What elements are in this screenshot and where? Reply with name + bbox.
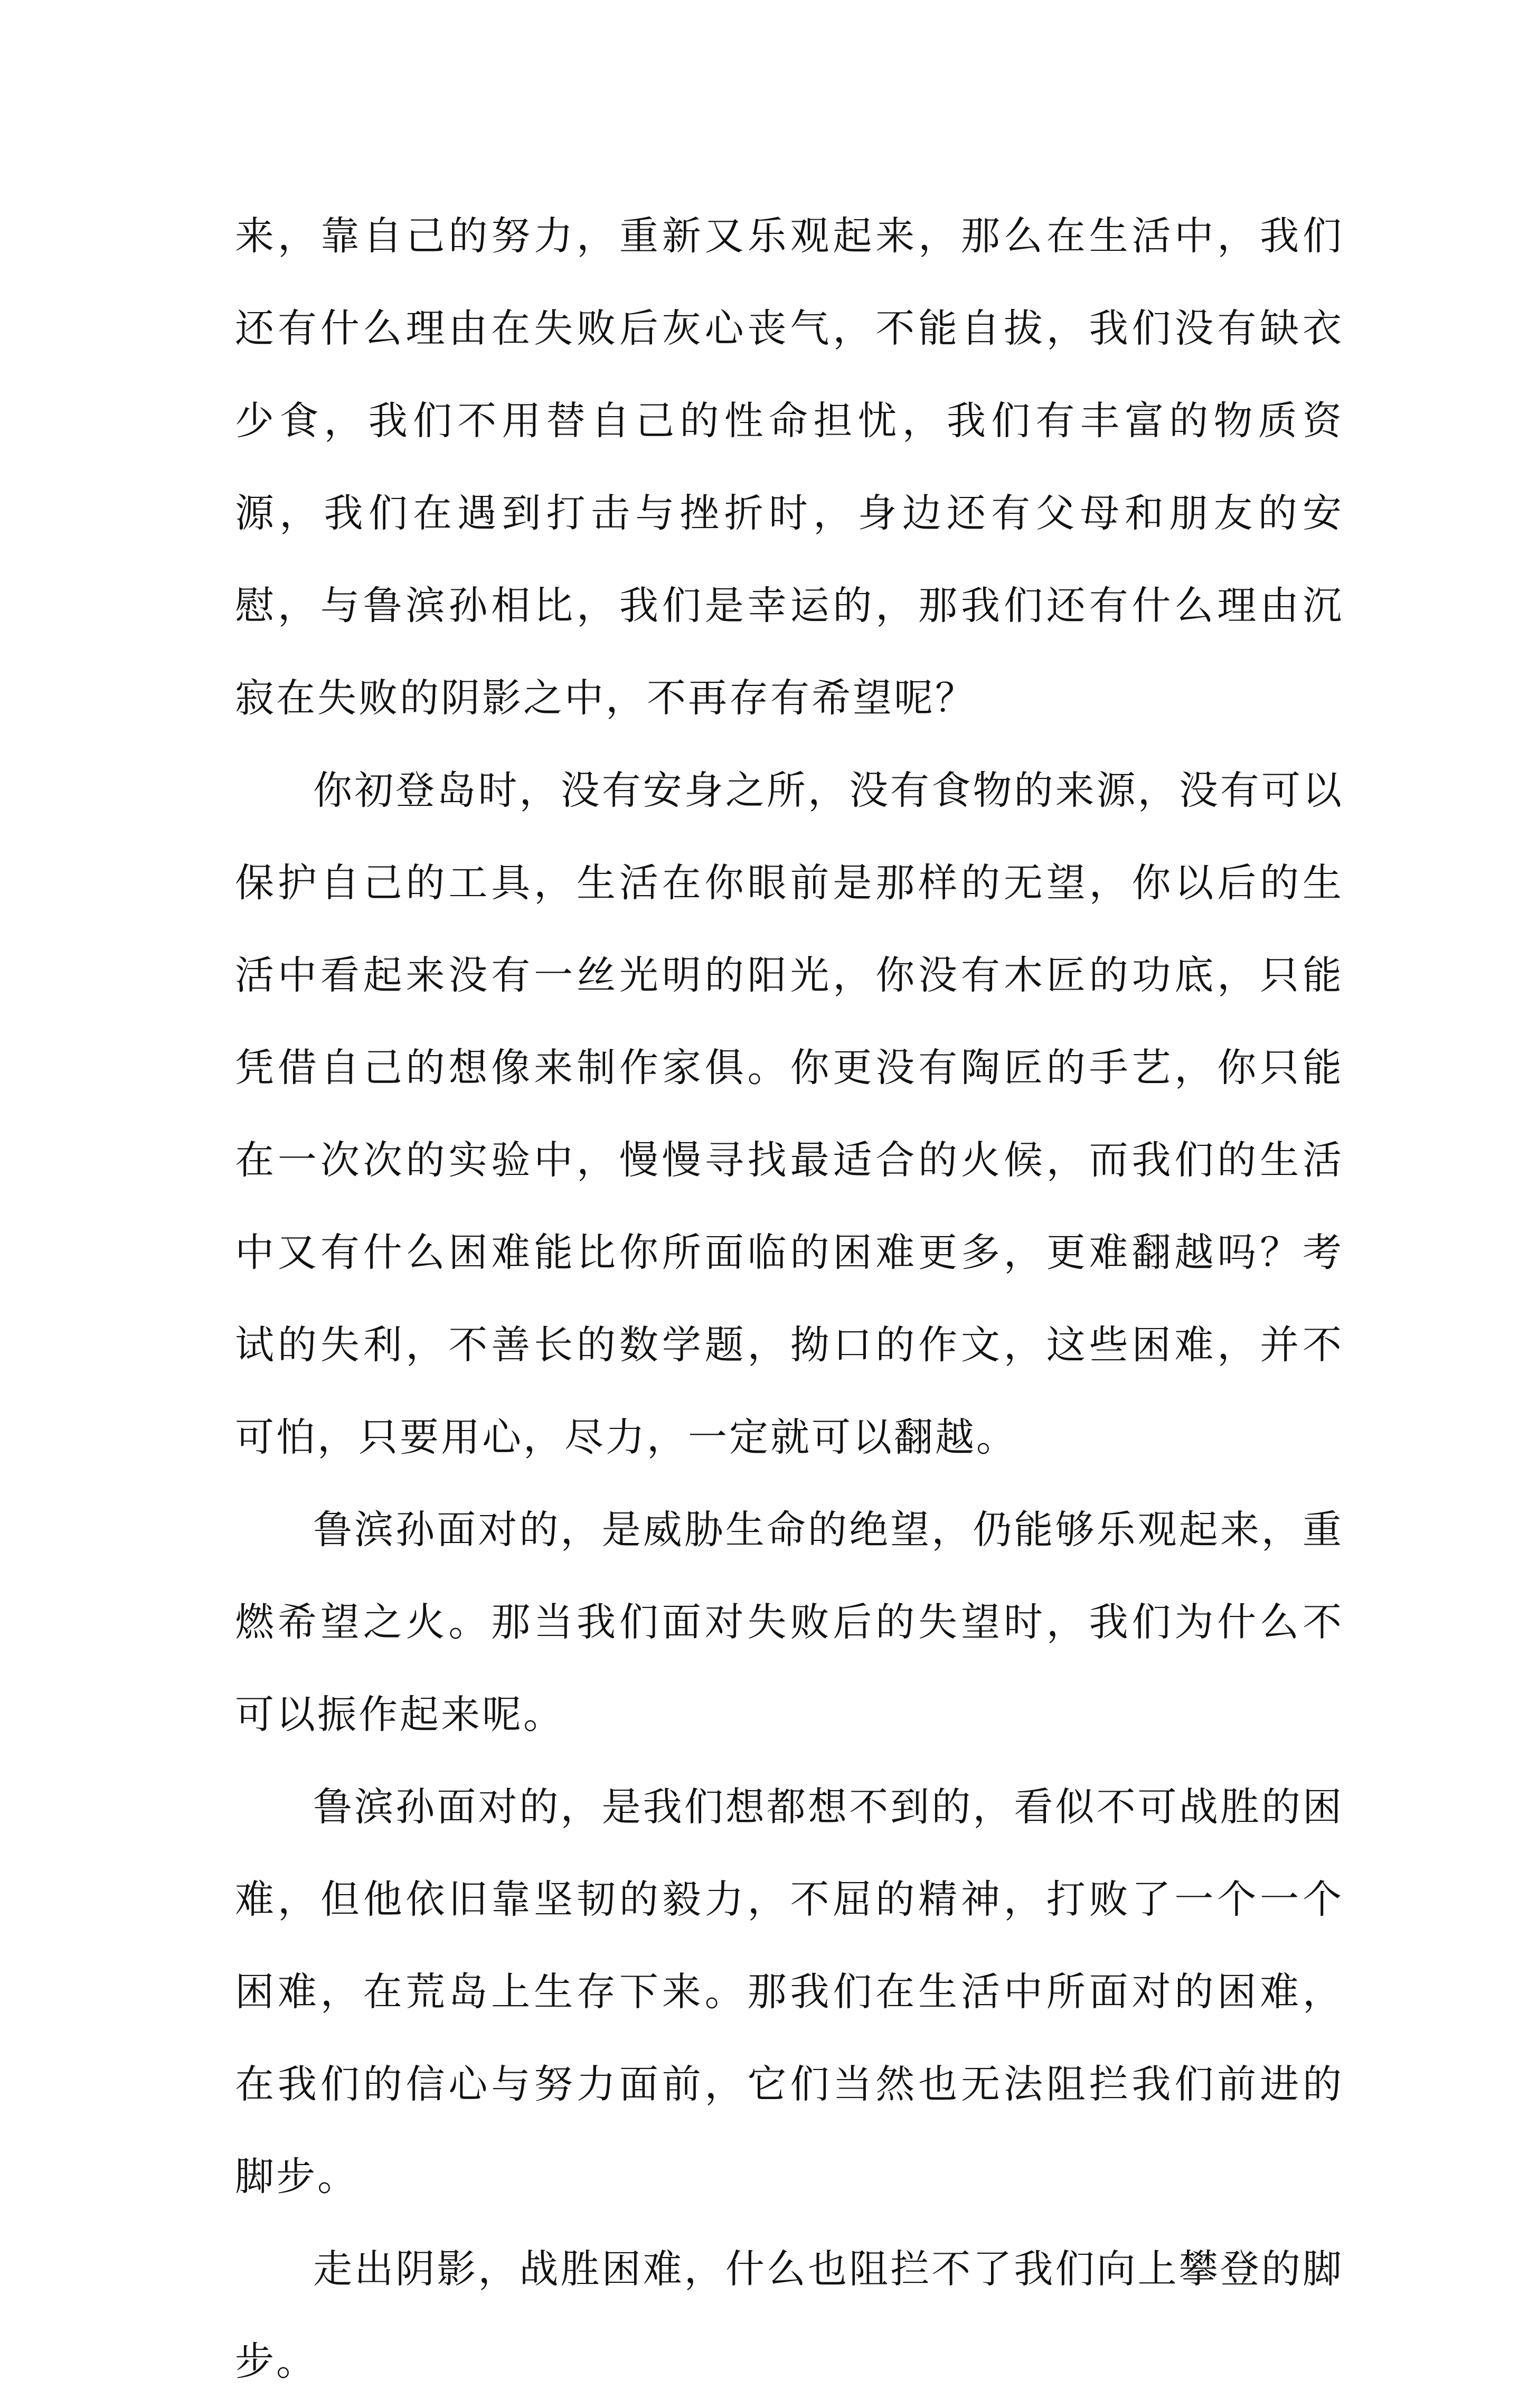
document-body [235, 190, 1344, 2408]
paragraph: 鲁滨孙面对的，是威胁生命的绝望，仍能够乐观起来，重燃希望之火。那当我们面对失败后的失望时，我们为什么不可以振作起来呢。 [235, 1507, 1344, 1737]
paragraph-continuation: 来，靠自己的努力，重新又乐观起来，那么在生活中，我们还有什么理由在失败后灰心丧气，不能自拔，我们没有缺衣少食，我们不用替自己的性命担忧，我们有丰富的物质资源，我们在遇到打击与挫折时，身边还有父母和朋友的安慰，与鲁滨孙相比，我们是幸运的，那我们还有什么理由沉寂在失败的阴影之中，不再存有希望呢？ [235, 213, 1344, 721]
paragraph: 鲁滨孙面对的，是我们想都想不到的，看似不可战胜的困难，但他依旧靠坚韧的毅力，不屈的精神，打败了一个一个困难，在荒岛上生存下来。那我们在生活中所面对的困难，在我们的信心与努力面前，它们当然也无法阻拦我们前进的脚步。 [235, 1784, 1344, 2199]
paragraph: 你初登岛时，没有安身之所，没有食物的来源，没有可以保护自己的工具，生活在你眼前是那样的无望，你以后的生活中看起来没有一丝光明的阳光，你没有木匠的功底，只能凭借自己的想像来制作家俱。你更没有陶匠的手艺，你只能在一次次的实验中，慢慢寻找最适合的火候，而我们的生活中又有什么困难能比你所面临的困难更多，更难翻越吗？考试的失利，不善长的数学题，拗口的作文，这些困难，并不可怕，只要用心，尽力，一定就可以翻越。 [235, 768, 1344, 1460]
paragraph: 走出阴影，战胜困难，什么也阻拦不了我们向上攀登的脚步。 [235, 2246, 1344, 2384]
